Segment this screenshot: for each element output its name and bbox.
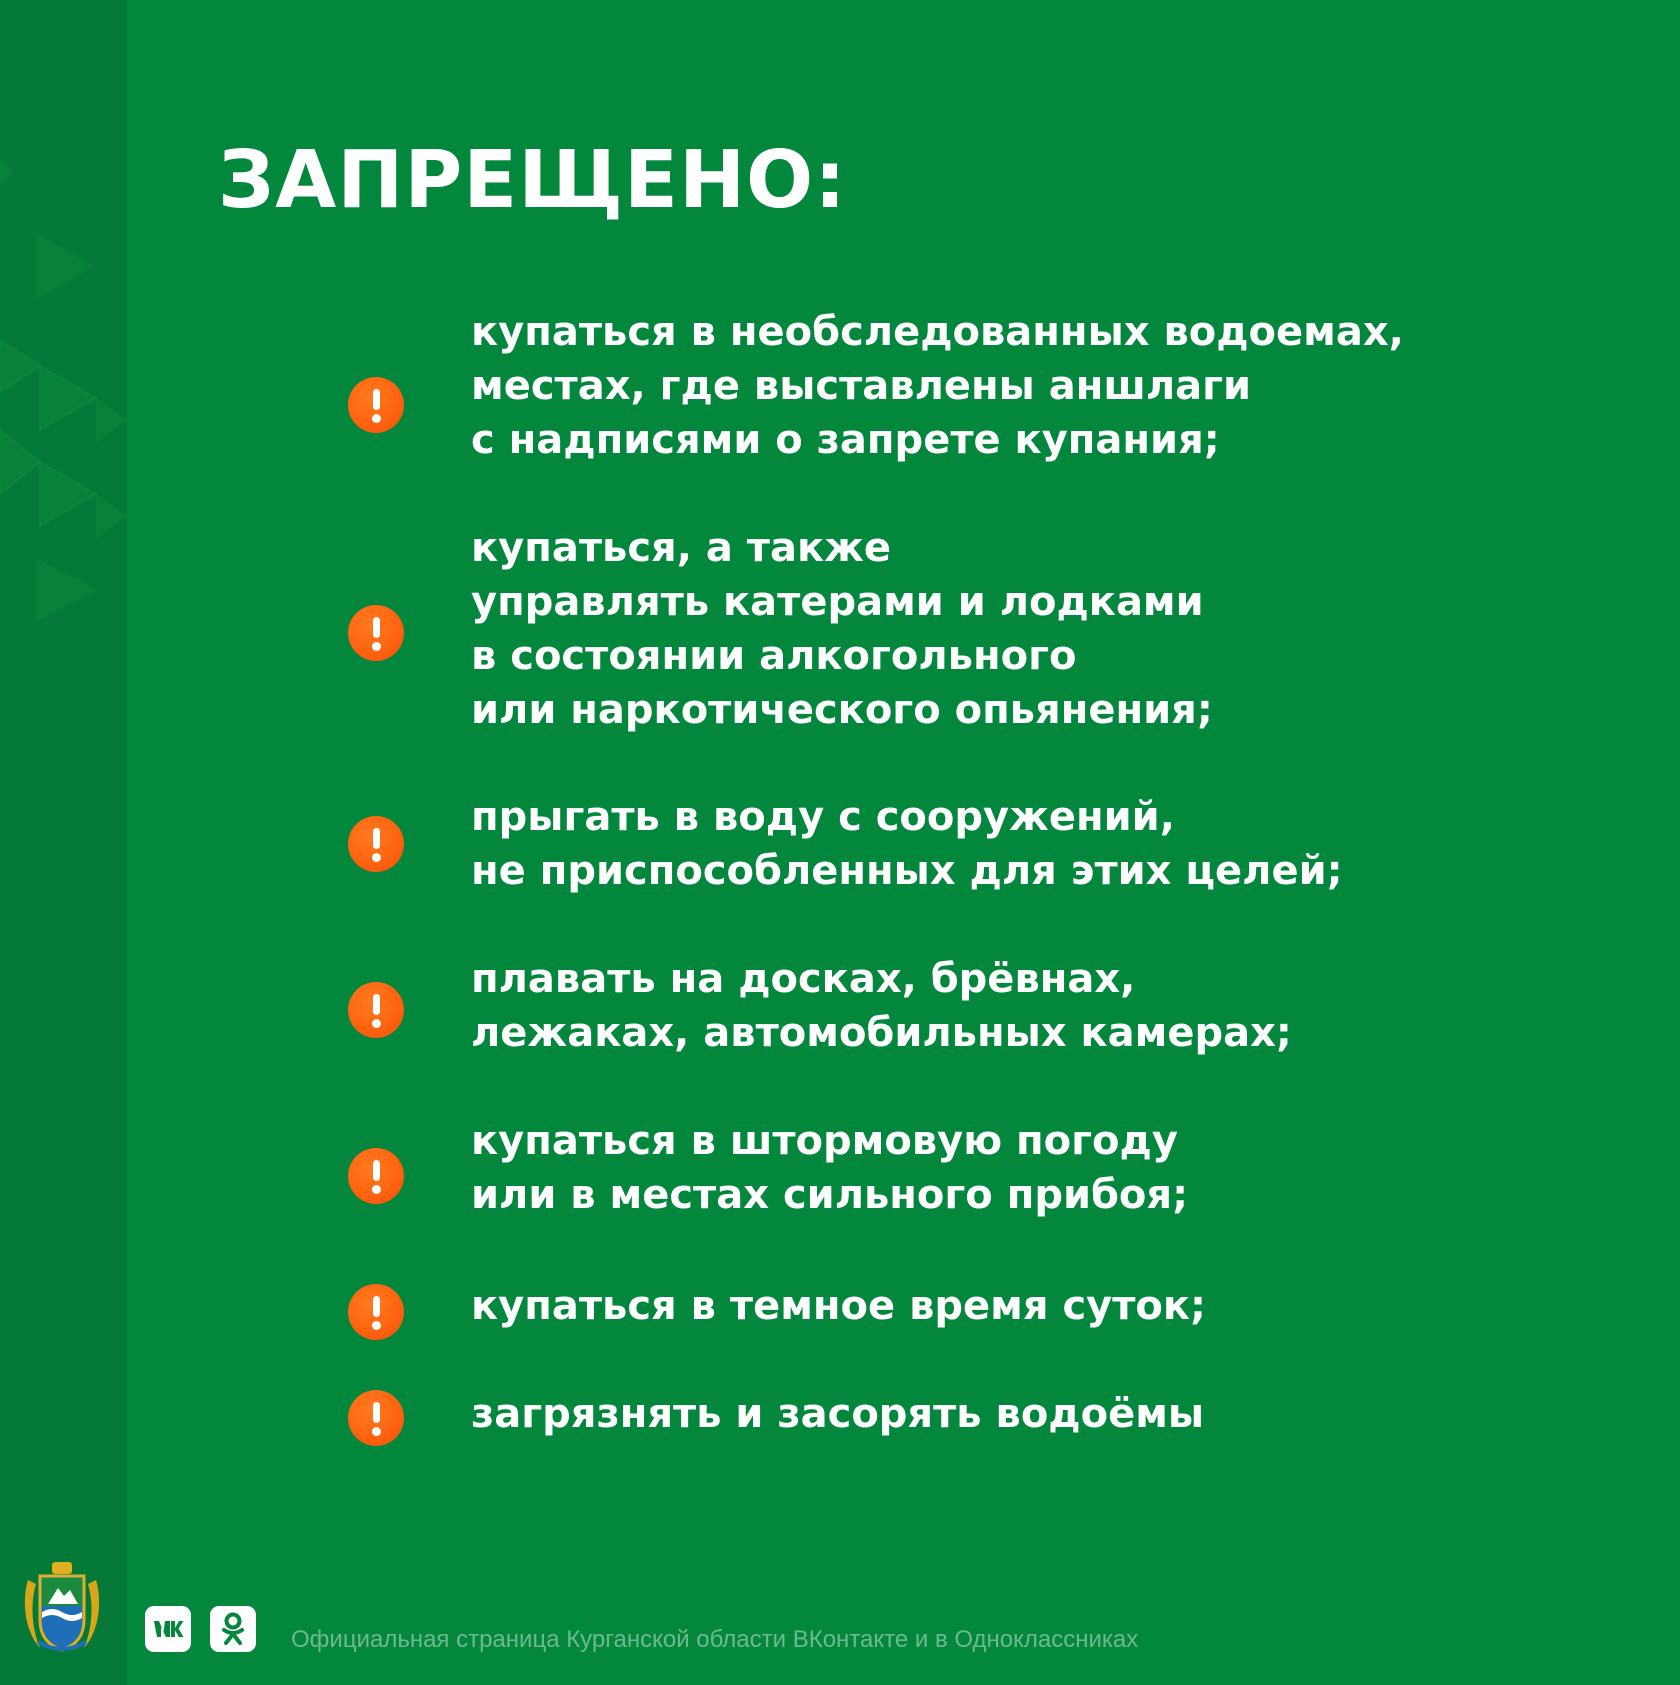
odnoklassniki-icon[interactable] — [210, 1606, 256, 1652]
exclamation-icon — [348, 377, 404, 433]
footer-caption: Официальная страница Курганской области ВКонтакте и в Одноклассниках — [291, 1626, 1139, 1653]
exclamation-icon — [348, 982, 404, 1038]
exclamation-icon — [348, 816, 404, 872]
list-item-text: прыгать в воду с сооружений, не приспособленных для этих целей; — [471, 794, 1343, 894]
list-item-text: купаться в штормовую погоду или в местах сильного прибоя; — [471, 1118, 1189, 1218]
vk-icon[interactable] — [145, 1606, 191, 1652]
list-item-text: купаться, а также управлять катерами и лодками в состоянии алкогольного или наркотического опьянения; — [471, 525, 1213, 733]
page-title: ЗАПРЕЩЕНО: — [218, 134, 847, 226]
kurgan-oblast-coat-of-arms-icon — [18, 1560, 106, 1656]
list-item-text: купаться в темное время суток; — [471, 1283, 1207, 1329]
list-item-text: загрязнять и засорять водоёмы — [471, 1391, 1205, 1437]
decorative-side-strip — [0, 0, 127, 1685]
list-item-text: купаться в необследованных водоемах, местах, где выставлены аншлаги с надписями о запрете купания; — [471, 309, 1404, 463]
list-item-text: плавать на досках, брёвнах, лежаках, автомобильных камерах; — [471, 956, 1292, 1056]
exclamation-icon — [348, 1148, 404, 1204]
triangle-pattern-icon — [0, 0, 127, 1685]
exclamation-icon — [348, 605, 404, 661]
exclamation-icon — [348, 1284, 404, 1340]
exclamation-icon — [348, 1390, 404, 1446]
